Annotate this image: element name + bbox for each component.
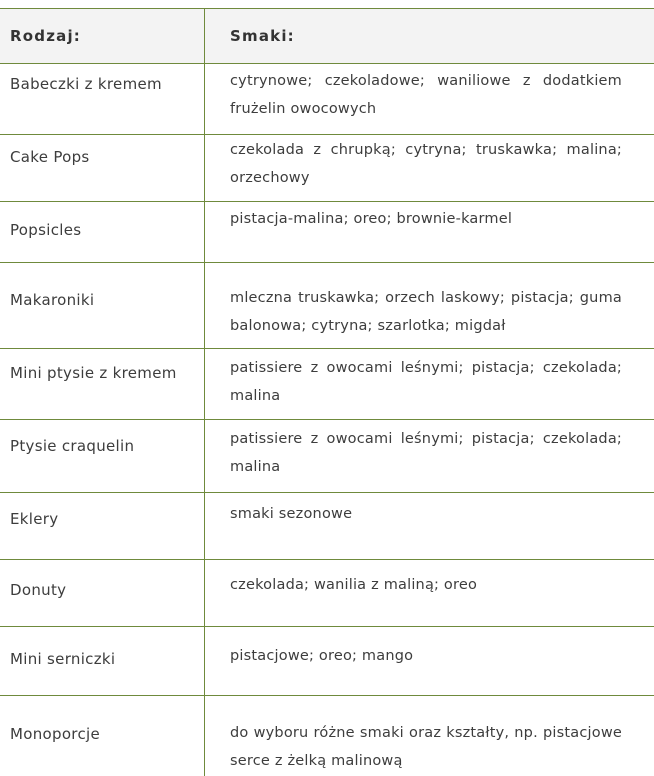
row-flavors: smaki sezonowe bbox=[230, 506, 353, 522]
table-row bbox=[0, 63, 654, 134]
top-border bbox=[0, 8, 654, 9]
row-type: Makaroniki bbox=[10, 291, 95, 309]
row-flavors: cytrynowe; czekoladowe; waniliowe z dodatkiem frużelin owocowych bbox=[230, 73, 622, 117]
table-row bbox=[0, 492, 654, 559]
table-row bbox=[0, 559, 654, 626]
table-row bbox=[0, 695, 654, 776]
table-row bbox=[0, 201, 654, 262]
header-type: Rodzaj: bbox=[10, 27, 81, 45]
row-flavors: do wyboru różne smaki oraz kształty, np. pistacjowe serce z żelką malinową bbox=[230, 725, 622, 769]
row-type: Monoporcje bbox=[10, 725, 100, 743]
row-type: Mini ptysie z kremem bbox=[10, 364, 177, 382]
row-flavors: patissiere z owocami leśnymi; pistacja; czekolada; malina bbox=[230, 360, 622, 404]
table-row bbox=[0, 262, 654, 348]
table-row bbox=[0, 348, 654, 419]
row-flavors: czekolada; wanilia z maliną; oreo bbox=[230, 577, 478, 593]
row-flavors: czekolada z chrupką; cytryna; truskawka; malina; orzechowy bbox=[230, 142, 622, 186]
row-flavors: mleczna truskawka; orzech laskowy; pistacja; guma balonowa; cytryna; szarlotka; migdał bbox=[230, 290, 622, 334]
row-flavors: pistacja-malina; oreo; brownie-karmel bbox=[230, 211, 513, 227]
row-type: Mini serniczki bbox=[10, 650, 116, 668]
row-flavors: pistacjowe; oreo; mango bbox=[230, 648, 414, 664]
row-type: Babeczki z kremem bbox=[10, 75, 162, 93]
row-type: Donuty bbox=[10, 581, 67, 599]
table-row bbox=[0, 134, 654, 201]
row-type: Cake Pops bbox=[10, 148, 90, 166]
row-type: Ptysie craquelin bbox=[10, 437, 135, 455]
row-type: Eklery bbox=[10, 510, 59, 528]
table-row bbox=[0, 419, 654, 492]
table-header bbox=[0, 9, 654, 63]
row-flavors: patissiere z owocami leśnymi; pistacja; czekolada; malina bbox=[230, 431, 622, 475]
table-row bbox=[0, 626, 654, 695]
header-flavors: Smaki: bbox=[230, 27, 295, 45]
row-type: Popsicles bbox=[10, 221, 82, 239]
column-divider bbox=[204, 8, 205, 776]
